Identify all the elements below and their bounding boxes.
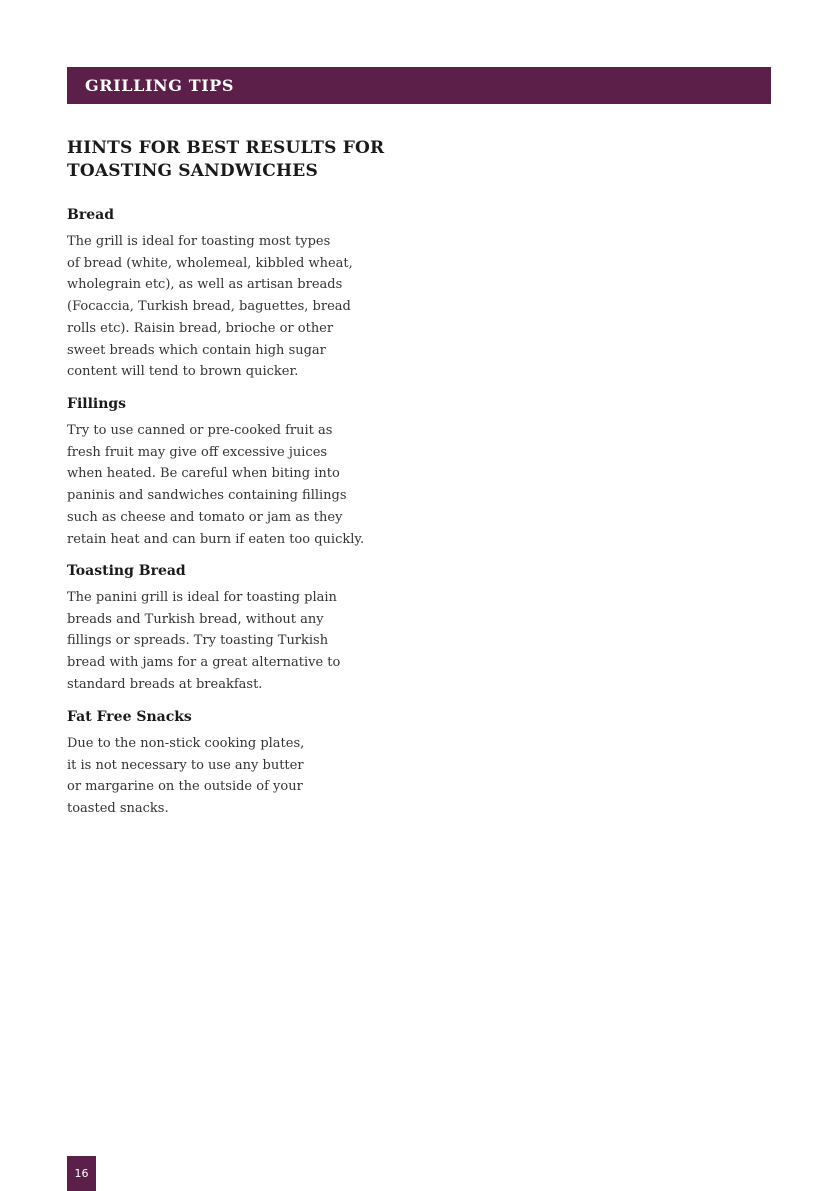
tip-body-line: Try to use canned or pre-cooked fruit as bbox=[67, 423, 333, 438]
page-heading-line: HINTS FOR BEST RESULTS FOR bbox=[67, 138, 385, 158]
tip-body bbox=[67, 231, 412, 383]
page-heading-line: TOASTING SANDWICHES bbox=[67, 161, 318, 181]
tip-fillings bbox=[67, 394, 412, 550]
page-number: 16 bbox=[74, 1167, 89, 1180]
tip-body-line: or margarine on the outside of your bbox=[67, 779, 303, 795]
tip-title: Fillings bbox=[67, 396, 127, 412]
tip-body-line: of bread (white, wholemeal, kibbled wheat, bbox=[67, 255, 353, 271]
tip-body-line: The grill is ideal for toasting most types bbox=[67, 234, 331, 249]
tip-fat-free-snacks bbox=[67, 707, 412, 820]
tip-body-line: it is not necessary to use any butter bbox=[67, 757, 304, 773]
tip-title: Toasting Bread bbox=[67, 563, 186, 579]
tip-body-line: breads and Turkish bread, without any bbox=[67, 611, 324, 627]
tip-body bbox=[67, 733, 412, 820]
tip-title: Fat Free Snacks bbox=[67, 709, 192, 725]
tip-body-line: paninis and sandwiches containing fillings bbox=[67, 488, 347, 504]
tip-body-line: (Focaccia, Turkish bread, baguettes, bread bbox=[67, 299, 351, 315]
tip-body-line: such as cheese and tomato or jam as they bbox=[67, 509, 343, 525]
tip-body-line: content will tend to brown quicker. bbox=[67, 364, 299, 380]
page-heading bbox=[67, 137, 407, 183]
tip-body-line: bread with jams for a great alternative to bbox=[67, 655, 341, 671]
tip-body-line: retain heat and can burn if eaten too quickly. bbox=[67, 531, 365, 547]
tip-body-line: wholegrain etc), as well as artisan breads bbox=[67, 277, 343, 293]
tip-body-line: toasted snacks. bbox=[67, 801, 169, 817]
page-number-tab bbox=[67, 1156, 96, 1191]
tip-body-line: Due to the non-stick cooking plates, bbox=[67, 736, 305, 751]
tip-body bbox=[67, 420, 412, 550]
tip-bread bbox=[67, 205, 412, 383]
tip-body-line: rolls etc). Raisin bread, brioche or other bbox=[67, 320, 334, 336]
section-title: GRILLING TIPS bbox=[85, 76, 235, 95]
tip-title: Bread bbox=[67, 207, 114, 223]
tip-body-line: fillings or spreads. Try toasting Turkish bbox=[67, 633, 329, 649]
section-banner bbox=[67, 67, 771, 104]
tip-body-line: sweet breads which contain high sugar bbox=[67, 342, 326, 358]
tip-toasting-bread bbox=[67, 561, 412, 696]
tip-body-line: when heated. Be careful when biting into bbox=[67, 466, 340, 482]
tip-body-line: The panini grill is ideal for toasting plain bbox=[67, 590, 337, 605]
tip-body bbox=[67, 587, 412, 696]
tip-body-line: fresh fruit may give off excessive juices bbox=[67, 444, 328, 460]
tip-body-line: standard breads at breakfast. bbox=[67, 676, 263, 692]
